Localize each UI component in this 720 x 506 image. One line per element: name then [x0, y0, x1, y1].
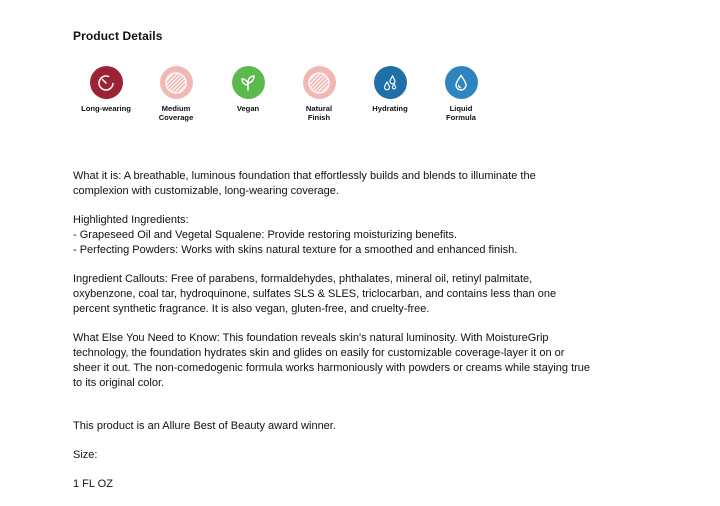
product-description — [73, 169, 593, 506]
badge-label: Long-wearing — [81, 104, 131, 113]
badge-label: Medium Coverage — [158, 104, 194, 122]
badge-liquid-formula — [428, 66, 494, 122]
droplets-icon — [374, 66, 407, 99]
size-label: Size: — [73, 449, 98, 461]
what-else-text: What Else You Need to Know: This foundation reveals skin's natural luminosity. With MoistureGrip technology, the foundation hydrates skin and glides on easily for customizable coverage-layer it on or sheer it out. The non-comedogenic formula works harmoniously with powders or creams while staying true to its original color. — [73, 332, 591, 389]
badge-label: Vegan — [236, 104, 260, 113]
badge-hydrating — [357, 66, 423, 113]
drop-icon — [445, 66, 478, 99]
what-it-is-text: What it is: A breathable, luminous foundation that effortlessly builds and blends to illuminate the complexion with customizable, long-wearing coverage. — [73, 170, 536, 197]
product-badges — [73, 66, 513, 126]
hatched-circle-icon — [160, 66, 193, 99]
badge-label: Liquid Formula — [446, 104, 476, 122]
award-text: This product is an Allure Best of Beauty award winner. — [73, 420, 336, 432]
badge-vegan — [215, 66, 281, 113]
ingredient-item: - Grapeseed Oil and Vegetal Squalene: Provide restoring moisturizing benefits. — [73, 229, 457, 241]
badge-medium-coverage — [143, 66, 209, 122]
clock-icon — [90, 66, 123, 99]
leaf-icon — [232, 66, 265, 99]
badge-long-wearing — [73, 66, 139, 113]
badge-label: Natural Finish — [305, 104, 333, 122]
badge-label: Hydrating — [372, 104, 408, 113]
highlighted-ingredients-heading: Highlighted Ingredients: — [73, 214, 189, 226]
highlighted-ingredients — [73, 213, 593, 258]
hatched-circle-icon — [303, 66, 336, 99]
badge-natural-finish — [286, 66, 352, 122]
ingredient-item: - Perfecting Powders: Works with skins natural texture for a smoothed and enhanced finish. — [73, 244, 518, 256]
size-value: 1 FL OZ — [73, 478, 113, 490]
ingredient-callouts-text: Ingredient Callouts: Free of parabens, formaldehydes, phthalates, mineral oil, retinyl palmitate, oxybenzone, coal tar, hydroquinone, sulfates SLS & SLES, triclocarban, and contains less than one percent synthetic fragrance. It is also vegan, gluten-free, and cruelty-free. — [73, 273, 557, 315]
product-details-title: Product Details — [73, 29, 163, 43]
